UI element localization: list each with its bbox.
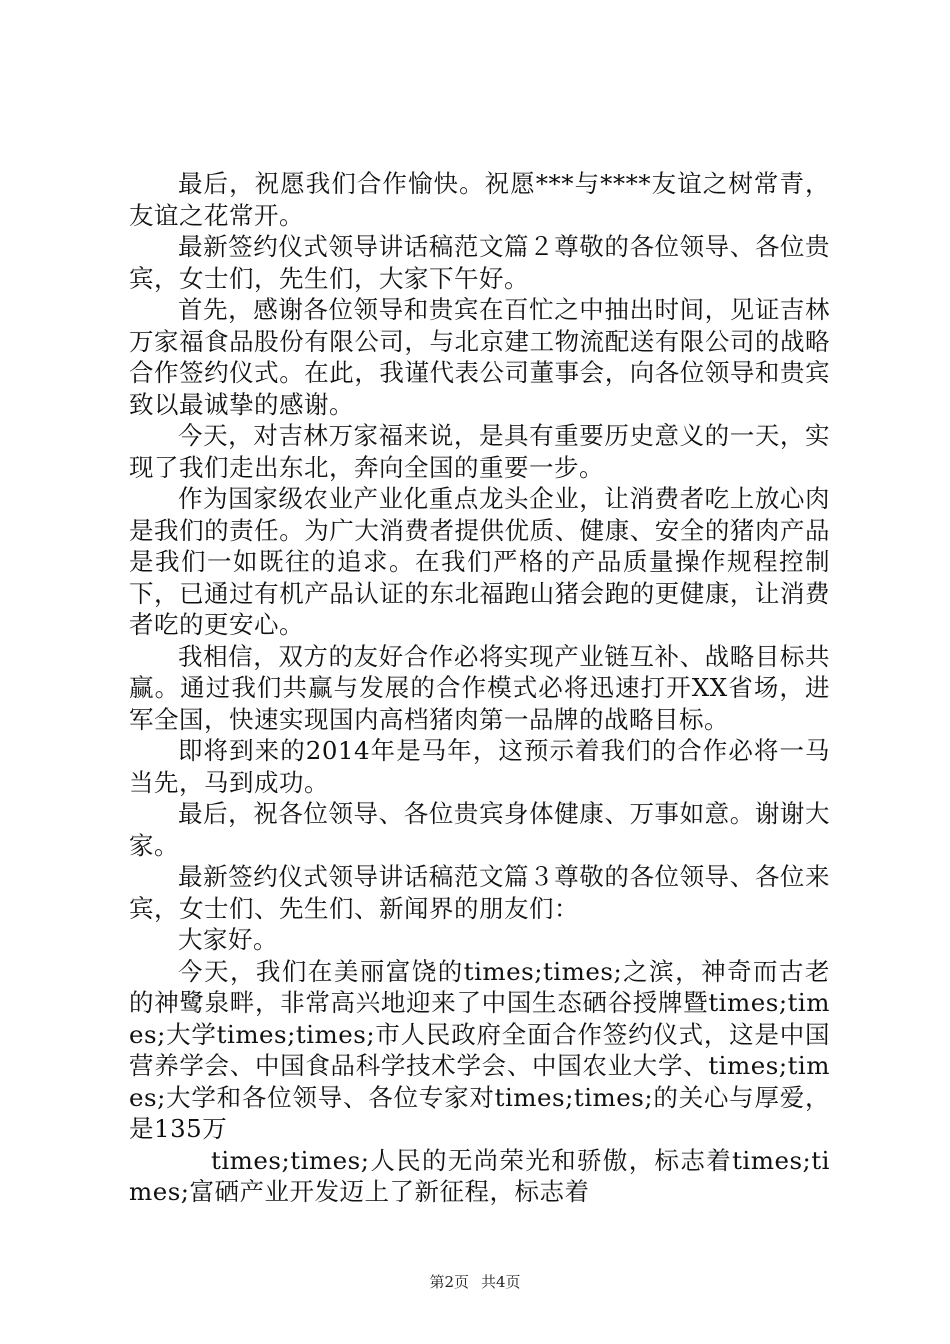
paragraph: 今天，我们在美丽富饶的times;times;之滨，神奇而古老的神鹭泉畔，非常高兴地迎来了中国生态硒谷授牌暨times;times;大学times;times;市人民政府全面合作签约仪式，这是中国营养学会、中国食品科学技术学会、中国农业大学、times;times;大学和各位领导、各位专家对times;times;的关心与厚爱，是135万 (129, 956, 830, 1143)
paragraph: 即将到来的2014年是马年，这预示着我们的合作必将一马当先，马到成功。 (129, 736, 830, 797)
paragraph: 大家好。 (178, 925, 278, 954)
paragraph: 最新签约仪式领导讲话稿范文篇２尊敬的各位领导、各位贵宾，女士们，先生们，大家下午好。 (129, 232, 830, 293)
page-total: 共4页 (481, 1273, 521, 1291)
paragraph: times;times;人民的无尚荣光和骄傲，标志着times;times;富硒产业开发迈上了新征程，标志着 (129, 1145, 830, 1206)
paragraph: 最新签约仪式领导讲话稿范文篇３尊敬的各位领导、各位来宾，女士们、先生们、新闻界的朋友们： (129, 862, 830, 923)
paragraph: 最后，祝各位领导、各位贵宾身体健康、万事如意。谢谢大家。 (129, 799, 830, 860)
page-footer (0, 1272, 950, 1292)
paragraph: 我相信，双方的友好合作必将实现产业链互补、战略目标共赢。通过我们共赢与发展的合作模式必将迅速打开XX省场，进军全国，快速实现国内高档猪肉第一品牌的战略目标。 (129, 641, 830, 734)
paragraph: 最后，祝愿我们合作愉快。祝愿***与****友谊之树常青，友谊之花常开。 (129, 169, 830, 230)
page-number: 第2页 (429, 1273, 469, 1291)
paragraph: 作为国家级农业产业化重点龙头企业，让消费者吃上放心肉是我们的责任。为广大消费者提供优质、健康、安全的猪肉产品是我们一如既往的追求。在我们严格的产品质量操作规程控制下，已通过有机产品认证的东北福跑山猪会跑的更健康，让消费者吃的更安心。 (129, 484, 830, 639)
document-body (129, 168, 830, 1208)
paragraph: 首先，感谢各位领导和贵宾在百忙之中抽出时间，见证吉林万家福食品股份有限公司，与北京建工物流配送有限公司的战略合作签约仪式。在此，我谨代表公司董事会，向各位领导和贵宾致以最诚挚的感谢。 (129, 295, 830, 419)
paragraph: 今天，对吉林万家福来说，是具有重要历史意义的一天，实现了我们走出东北，奔向全国的重要一步。 (129, 421, 830, 482)
